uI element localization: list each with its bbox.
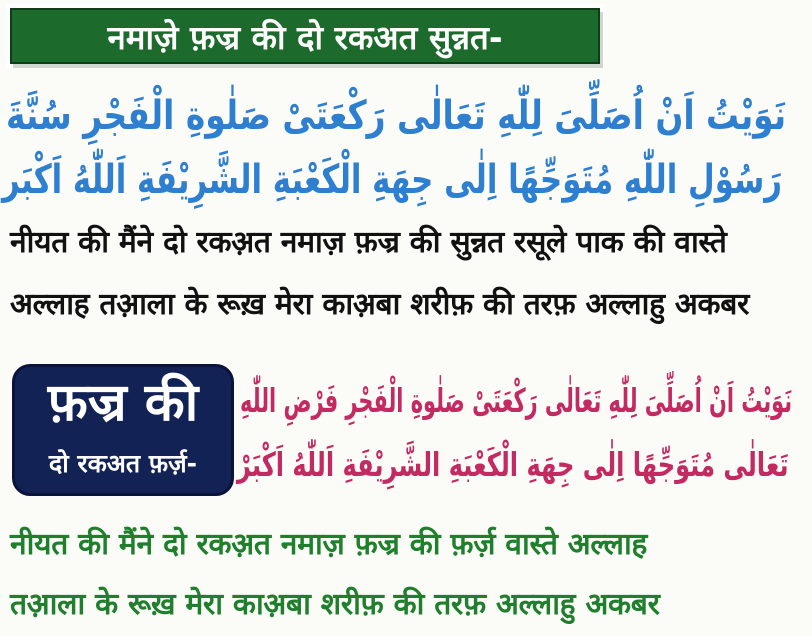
fard-box-subtitle: दो रकअत फ़र्ज़- [48,449,198,478]
fard-arabic-line-1: نَوَيْتُ اَنْ اُصَلِّىَ لِلّٰهِ تَعَالٰى رَكْعَتَىْ صَلٰوةِ الْفَجْرِ فَرْضِ اللّٰهِ [239,381,792,420]
sunnat-hindi-line-2: अल्लाह तआ़ला के रूख़ मेरा काअ़बा शरीफ़ की तरफ़ अल्लाहु अकबर [10,287,750,322]
sunnat-hindi-line-1: नीयत की मैंने दो रकअ़त नमाज़ फ़ज्र की सुन्नत रसूले पाक की वास्ते [10,225,727,260]
sunnat-arabic-line-1: نَوَيْتُ اَنْ اُصَلِّىَ لِلّٰهِ تَعَالٰى رَكْعَتَىْ صَلٰوةِ الْفَجْرِ سُنَّةَ [5,93,786,139]
sunnat-arabic-line-2: رَسُوْلِ اللّٰهِ مُتَوَجِّهًا اِلٰى جِهَةِ الْكَعْبَةِ الشَّرِيْفَةِ اَللّٰهُ اَكْبَر [1,157,782,203]
fard-arabic-line-2: تَعَالٰى مُتَوَجِّهًا اِلٰى جِهَةِ الْكَعْبَةِ الشَّرِيْفَةِ اَللّٰهُ اَكْبَرْ [236,445,788,484]
fard-hindi-line-2: तआ़ला के रूख़ मेरा काअ़बा शरीफ़ की तरफ़ अल्लाहु अकबर [10,587,660,622]
section-banner [6,4,604,68]
fard-box-title: फ़ज्र की [47,373,199,433]
section-title: नमाज़े फ़ज्र की दो रकअत सुन्नत- [10,8,600,64]
fard-hindi-line-1: नीयत की मैंने दो रकअ़त नमाज़ फ़ज्र की फ़र्ज़ वास्ते अल्लाह [10,527,648,562]
fard-label-box [12,364,234,496]
